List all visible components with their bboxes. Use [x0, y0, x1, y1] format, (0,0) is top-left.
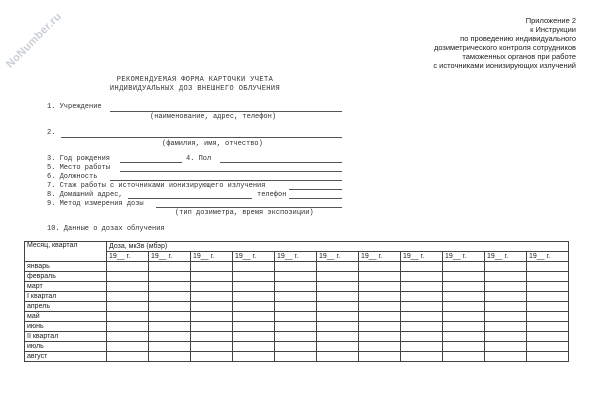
- dose-cell[interactable]: [401, 312, 443, 322]
- dose-cell[interactable]: [275, 332, 317, 342]
- dose-cell[interactable]: [233, 282, 275, 292]
- dose-cell[interactable]: [317, 302, 359, 312]
- appendix-line: Приложение 2: [525, 16, 576, 25]
- dose-cell[interactable]: [401, 342, 443, 352]
- dose-data-label: 10. Данные о дозах облучения: [47, 225, 165, 233]
- appendix-line: по проведению индивидуального: [460, 34, 576, 43]
- dose-cell[interactable]: [107, 332, 149, 342]
- dose-cell[interactable]: [359, 272, 401, 282]
- dose-cell[interactable]: [485, 322, 527, 332]
- table-row: [25, 262, 569, 272]
- dose-cell[interactable]: [233, 322, 275, 332]
- dose-cell[interactable]: [443, 322, 485, 332]
- field-position-line[interactable]: [110, 180, 342, 181]
- dose-cell[interactable]: [233, 312, 275, 322]
- dose-cell[interactable]: [149, 332, 191, 342]
- year-header: 19__ г.: [359, 252, 401, 262]
- dose-cell[interactable]: [485, 302, 527, 312]
- dose-cell[interactable]: [401, 272, 443, 282]
- field-institution-line[interactable]: [110, 111, 342, 112]
- dose-cell[interactable]: [359, 302, 401, 312]
- field-person-line[interactable]: [61, 137, 342, 138]
- dose-cell[interactable]: [317, 332, 359, 342]
- dose-cell[interactable]: [527, 262, 569, 272]
- dose-cell[interactable]: [149, 342, 191, 352]
- year-header: 19__ г.: [527, 252, 569, 262]
- dose-cell[interactable]: [401, 332, 443, 342]
- appendix-note: [376, 16, 576, 70]
- dose-cell[interactable]: [233, 342, 275, 352]
- table-row: [25, 302, 569, 312]
- appendix-line: дозиметрического контроля сотрудников: [433, 43, 576, 52]
- field-institution-label: 1. Учреждение: [47, 103, 102, 111]
- dose-cell[interactable]: [149, 352, 191, 362]
- dose-cell[interactable]: [401, 292, 443, 302]
- dose-cell[interactable]: [317, 352, 359, 362]
- row-label: май: [25, 312, 107, 322]
- dose-cell[interactable]: [443, 332, 485, 342]
- field-experience-line[interactable]: [289, 189, 342, 190]
- year-header: 19__ г.: [485, 252, 527, 262]
- dose-cell[interactable]: [401, 322, 443, 332]
- dose-cell[interactable]: [443, 282, 485, 292]
- dose-cell[interactable]: [527, 302, 569, 312]
- dose-cell[interactable]: [443, 272, 485, 282]
- row-label: I квартал: [25, 292, 107, 302]
- table-header-row: [25, 242, 569, 252]
- dose-cell[interactable]: [275, 352, 317, 362]
- dose-cell[interactable]: [107, 302, 149, 312]
- row-label: февраль: [25, 272, 107, 282]
- dose-cell[interactable]: [107, 352, 149, 362]
- field-home-address-label: 8. Домашний адрес,: [47, 191, 123, 199]
- dose-cell[interactable]: [317, 292, 359, 302]
- table-year-row: [25, 252, 569, 262]
- dose-cell[interactable]: [149, 282, 191, 292]
- field-institution-hint: (наименование, адрес, телефон): [150, 113, 277, 121]
- year-header: 19__ г.: [401, 252, 443, 262]
- field-method-label: 9. Метод измерения дозы: [47, 200, 144, 208]
- field-birth-year-label: 3. Год рождения: [47, 155, 111, 163]
- watermark: NoNumber.ru: [4, 10, 65, 71]
- dose-cell[interactable]: [275, 292, 317, 302]
- dose-cell[interactable]: [527, 272, 569, 282]
- dose-cell[interactable]: [443, 312, 485, 322]
- dose-cell[interactable]: [401, 282, 443, 292]
- dose-cell[interactable]: [443, 262, 485, 272]
- table-row: [25, 272, 569, 282]
- dose-cell[interactable]: [317, 272, 359, 282]
- dose-cell[interactable]: [485, 262, 527, 272]
- form-title: [0, 76, 390, 94]
- year-header: 19__ г.: [443, 252, 485, 262]
- dose-cell[interactable]: [359, 262, 401, 272]
- appendix-line: с источниками ионизирующих излучений: [433, 61, 576, 70]
- dose-cell[interactable]: [359, 332, 401, 342]
- dose-cell[interactable]: [107, 262, 149, 272]
- dose-cell[interactable]: [359, 292, 401, 302]
- dose-cell[interactable]: [107, 292, 149, 302]
- dose-cell[interactable]: [359, 322, 401, 332]
- col-dose-header: Доза, мкЗв (мбэр): [107, 242, 569, 252]
- col-month-header: Месяц, квартал: [25, 242, 107, 262]
- dose-cell[interactable]: [485, 292, 527, 302]
- field-home-address-line[interactable]: [128, 198, 252, 199]
- appendix-line: к Инструкции: [530, 25, 576, 34]
- dose-cell[interactable]: [107, 272, 149, 282]
- dose-table: [24, 241, 569, 362]
- dose-cell[interactable]: [149, 272, 191, 282]
- dose-cell[interactable]: [149, 262, 191, 272]
- dose-cell[interactable]: [275, 322, 317, 332]
- dose-cell[interactable]: [233, 352, 275, 362]
- dose-cell[interactable]: [527, 292, 569, 302]
- field-method-line[interactable]: [156, 207, 342, 208]
- dose-cell[interactable]: [107, 312, 149, 322]
- dose-cell[interactable]: [191, 352, 233, 362]
- dose-cell[interactable]: [527, 342, 569, 352]
- year-header: 19__ г.: [191, 252, 233, 262]
- dose-cell[interactable]: [527, 352, 569, 362]
- dose-cell[interactable]: [191, 272, 233, 282]
- field-position-label: 6. Должность: [47, 173, 98, 181]
- dose-cell[interactable]: [527, 322, 569, 332]
- row-label: март: [25, 282, 107, 292]
- dose-cell[interactable]: [485, 332, 527, 342]
- year-header: 19__ г.: [275, 252, 317, 262]
- dose-cell[interactable]: [401, 352, 443, 362]
- dose-cell[interactable]: [527, 282, 569, 292]
- dose-cell[interactable]: [191, 342, 233, 352]
- field-sex-line[interactable]: [220, 162, 342, 163]
- dose-cell[interactable]: [275, 262, 317, 272]
- dose-cell[interactable]: [275, 272, 317, 282]
- table-row: [25, 352, 569, 362]
- dose-cell[interactable]: [275, 312, 317, 322]
- table-row: [25, 282, 569, 292]
- form-title-line: РЕКОМЕНДУЕМАЯ ФОРМА КАРТОЧКИ УЧЕТА: [116, 76, 274, 84]
- table-row: [25, 322, 569, 332]
- row-label: II квартал: [25, 332, 107, 342]
- dose-cell[interactable]: [317, 282, 359, 292]
- field-phone-label: телефон: [257, 191, 287, 199]
- dose-cell[interactable]: [359, 342, 401, 352]
- dose-cell[interactable]: [443, 292, 485, 302]
- dose-cell[interactable]: [191, 262, 233, 272]
- dose-cell[interactable]: [359, 352, 401, 362]
- row-label: август: [25, 352, 107, 362]
- dose-cell[interactable]: [485, 352, 527, 362]
- dose-cell[interactable]: [359, 312, 401, 322]
- field-experience-label: 7. Стаж работы с источниками ионизирующего излучения: [47, 182, 266, 190]
- dose-cell[interactable]: [317, 262, 359, 272]
- appendix-line: таможенных органов при работе: [462, 52, 576, 61]
- form-title-line: ИНДИВИДУАЛЬНЫХ ДОЗ ВНЕШНЕГО ОБЛУЧЕНИЯ: [109, 85, 281, 93]
- field-person-label: 2.: [47, 129, 56, 137]
- dose-cell[interactable]: [149, 312, 191, 322]
- field-workplace-line[interactable]: [120, 171, 342, 172]
- dose-cell[interactable]: [149, 292, 191, 302]
- dose-cell[interactable]: [191, 302, 233, 312]
- dose-cell[interactable]: [443, 302, 485, 312]
- year-header: 19__ г.: [107, 252, 149, 262]
- year-header: 19__ г.: [317, 252, 359, 262]
- dose-cell[interactable]: [485, 282, 527, 292]
- dose-cell[interactable]: [485, 342, 527, 352]
- dose-cell[interactable]: [149, 302, 191, 312]
- dose-cell[interactable]: [275, 302, 317, 312]
- dose-cell[interactable]: [317, 312, 359, 322]
- dose-cell[interactable]: [275, 282, 317, 292]
- dose-cell[interactable]: [107, 282, 149, 292]
- dose-cell[interactable]: [107, 322, 149, 332]
- dose-cell[interactable]: [317, 322, 359, 332]
- dose-cell[interactable]: [485, 312, 527, 322]
- table-row: [25, 312, 569, 322]
- field-birth-year-line[interactable]: [120, 162, 182, 163]
- dose-cell[interactable]: [317, 342, 359, 352]
- row-label: июль: [25, 342, 107, 352]
- dose-cell[interactable]: [191, 332, 233, 342]
- field-phone-line[interactable]: [289, 198, 342, 199]
- table-row: [25, 342, 569, 352]
- dose-cell[interactable]: [191, 282, 233, 292]
- dose-cell[interactable]: [233, 332, 275, 342]
- dose-cell[interactable]: [443, 352, 485, 362]
- dose-cell[interactable]: [191, 322, 233, 332]
- table-row: [25, 292, 569, 302]
- dose-cell[interactable]: [149, 322, 191, 332]
- dose-cell[interactable]: [191, 312, 233, 322]
- table-row: [25, 332, 569, 342]
- dose-cell[interactable]: [233, 262, 275, 272]
- dose-cell[interactable]: [443, 342, 485, 352]
- dose-cell[interactable]: [275, 342, 317, 352]
- dose-cell[interactable]: [233, 272, 275, 282]
- row-label: июнь: [25, 322, 107, 332]
- field-method-hint: (тип дозиметра, время экспозиции): [175, 209, 314, 217]
- row-label: январь: [25, 262, 107, 272]
- dose-cell[interactable]: [401, 262, 443, 272]
- dose-cell[interactable]: [107, 342, 149, 352]
- field-workplace-label: 5. Место работы: [47, 164, 111, 172]
- dose-cell[interactable]: [527, 332, 569, 342]
- dose-cell[interactable]: [401, 302, 443, 312]
- field-person-hint: (фамилия, имя, отчество): [162, 140, 263, 148]
- row-label: апрель: [25, 302, 107, 312]
- dose-cell[interactable]: [233, 302, 275, 312]
- dose-cell[interactable]: [527, 312, 569, 322]
- table-body: [25, 262, 569, 362]
- dose-cell[interactable]: [233, 292, 275, 302]
- year-header: 19__ г.: [233, 252, 275, 262]
- dose-cell[interactable]: [191, 292, 233, 302]
- dose-cell[interactable]: [485, 272, 527, 282]
- field-sex-label: 4. Пол: [186, 155, 212, 163]
- dose-cell[interactable]: [359, 282, 401, 292]
- year-header: 19__ г.: [149, 252, 191, 262]
